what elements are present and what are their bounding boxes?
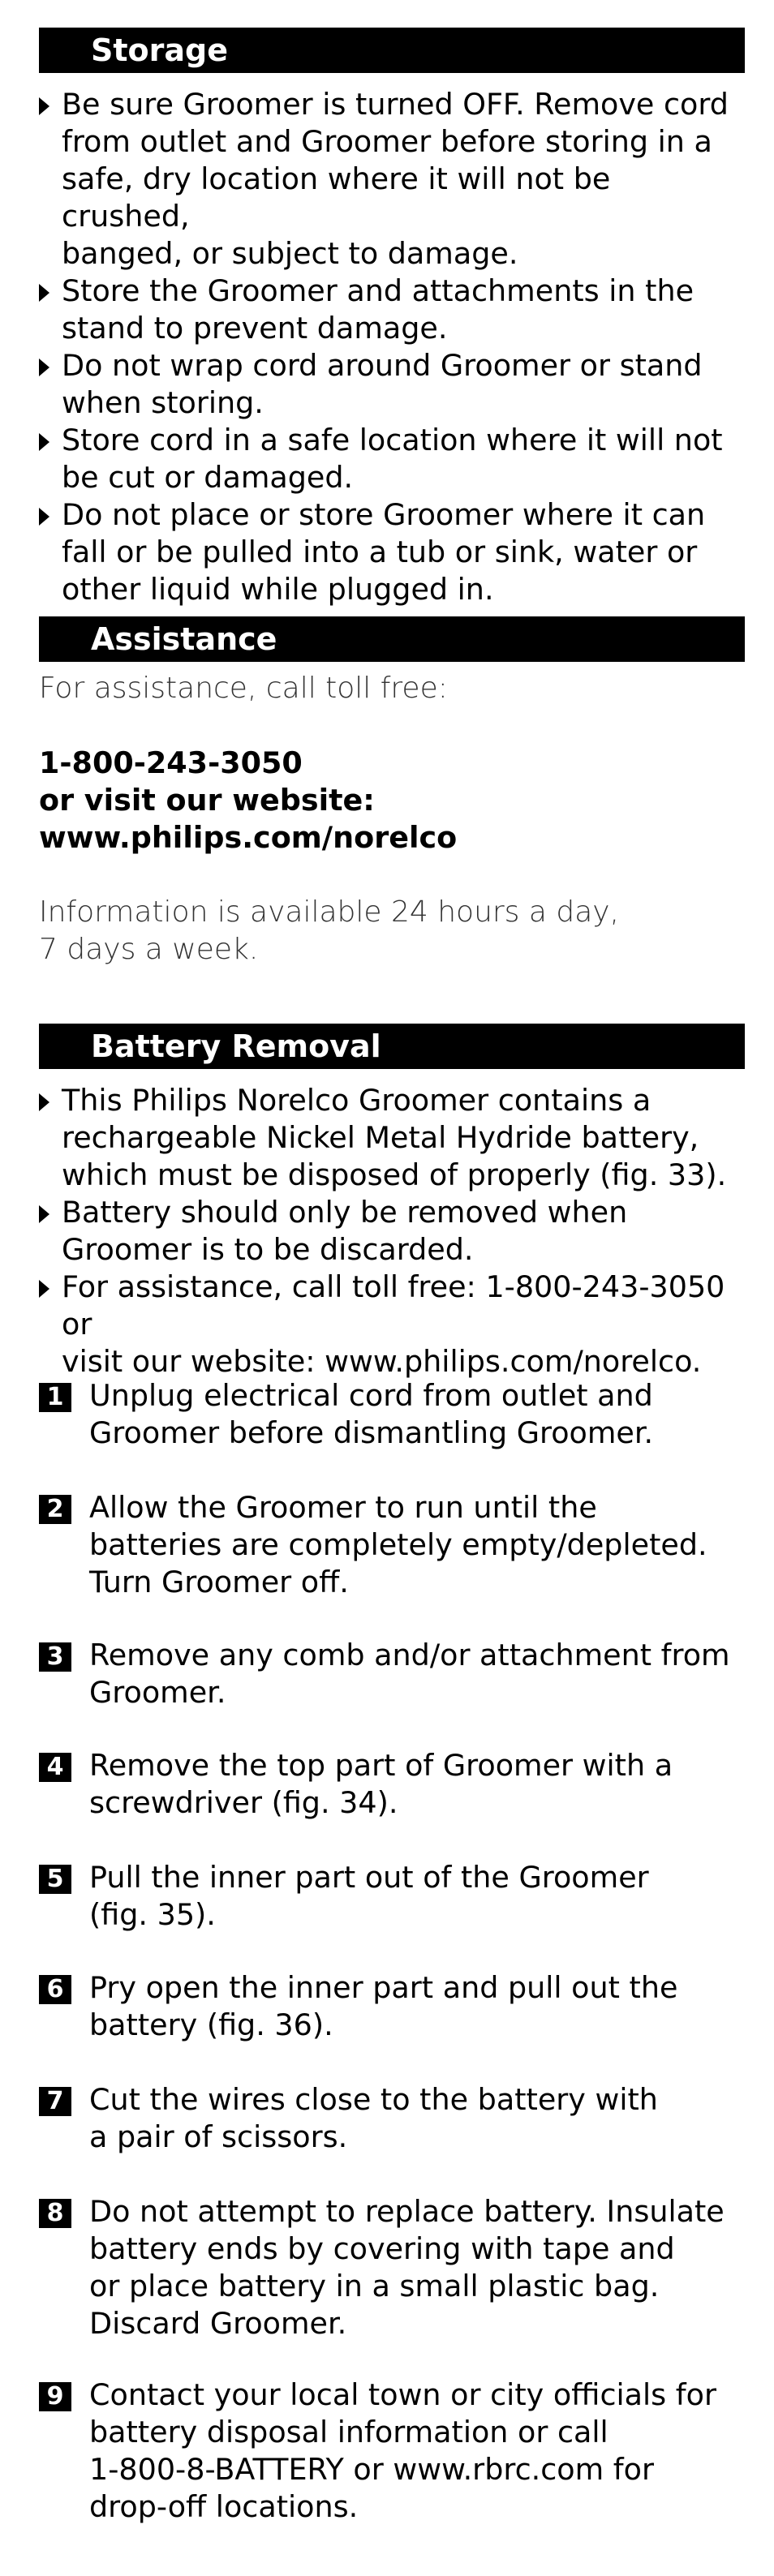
step-text: Pull the inner part out of the Groomer (fig. 35). (89, 1860, 649, 1932)
storage-section (39, 28, 745, 608)
assistance-intro: For assistance, call toll free: (39, 672, 448, 705)
step-number-badge: 4 (39, 1753, 71, 1782)
step-text: Unplug electrical cord from outlet and Groomer before dismantling Groomer. (89, 1378, 654, 1450)
step-text: Remove the top part of Groomer with a screwdriver (fig. 34). (89, 1748, 673, 1820)
step-number-badge: 5 (39, 1865, 71, 1894)
step-7 (39, 2081, 753, 2156)
step-4 (39, 1747, 753, 1822)
bullet-triangle-icon (39, 358, 49, 376)
step-number-badge: 7 (39, 2087, 71, 2116)
step-number-badge: 9 (39, 2382, 71, 2411)
battery-bullet: For assistance, call toll free: 1-800-243-3050 or visit our website: www.philips.com/norelco. (39, 1269, 745, 1380)
storage-bullets (39, 86, 745, 608)
battery-bullet: Battery should only be removed when Groomer is to be discarded. (39, 1194, 745, 1269)
step-text: Do not attempt to replace battery. Insulate battery ends by covering with tape and or place battery in a small plastic bag. Discard Groomer. (89, 2194, 725, 2341)
assistance-hours-line2: 7 days a week. (39, 933, 259, 966)
assistance-hours-line1: Information is available 24 hours a day, (39, 895, 620, 929)
step-text: Remove any comb and/or attachment from Groomer. (89, 1638, 730, 1710)
bullet-triangle-icon (39, 1093, 49, 1111)
storage-bullet: Store cord in a safe location where it will not be cut or damaged. (39, 422, 745, 496)
bullet-triangle-icon (39, 1205, 49, 1223)
step-9 (39, 2376, 753, 2526)
step-text: Contact your local town or city officials for battery disposal information or call 1-800-8-BATTERY or www.rbrc.com for drop-off locations. (89, 2377, 716, 2524)
assistance-website[interactable]: www.philips.com/norelco (39, 820, 458, 855)
storage-bullet: Do not wrap cord around Groomer or stand when storing. (39, 347, 745, 422)
assistance-visit: or visit our website: (39, 783, 375, 818)
assistance-section (39, 616, 745, 968)
assistance-phone: 1-800-243-3050 (39, 745, 303, 780)
step-1 (39, 1377, 753, 1452)
bullet-triangle-icon (39, 284, 49, 302)
step-text: Allow the Groomer to run until the batteries are completely empty/depleted. Turn Groomer off. (89, 1490, 707, 1599)
battery-removal-bullets (39, 1082, 745, 1380)
battery-removal-header: Battery Removal (39, 1024, 745, 1069)
storage-bullet: Do not place or store Groomer where it can fall or be pulled into a tub or sink, water or other liquid while plugged in. (39, 496, 745, 608)
step-number-badge: 1 (39, 1383, 71, 1412)
step-text: Cut the wires close to the battery with a pair of scissors. (89, 2082, 658, 2154)
step-number-badge: 3 (39, 1642, 71, 1672)
storage-header: Storage (39, 28, 745, 73)
bullet-triangle-icon (39, 97, 49, 115)
step-text: Pry open the inner part and pull out the battery (fig. 36). (89, 1970, 678, 2042)
step-number-badge: 6 (39, 1975, 71, 2004)
step-number-badge: 8 (39, 2199, 71, 2228)
battery-removal-section (39, 1024, 745, 1380)
storage-bullet: Store the Groomer and attachments in the stand to prevent damage. (39, 273, 745, 347)
assistance-header: Assistance (39, 616, 745, 662)
step-8 (39, 2193, 753, 2342)
storage-bullet: Be sure Groomer is turned OFF. Remove cord from outlet and Groomer before storing in a safe, dry location where it will not be crushed, banged, or subject to damage. (39, 86, 745, 273)
step-5 (39, 1859, 753, 1934)
step-3 (39, 1637, 753, 1711)
step-2 (39, 1489, 753, 1601)
bullet-triangle-icon (39, 1280, 49, 1298)
battery-bullet: This Philips Norelco Groomer contains a rechargeable Nickel Metal Hydride battery, which must be disposed of properly (fig. 33). (39, 1082, 745, 1194)
bullet-triangle-icon (39, 433, 49, 451)
step-6 (39, 1969, 753, 2044)
bullet-triangle-icon (39, 508, 49, 526)
step-number-badge: 2 (39, 1495, 71, 1524)
